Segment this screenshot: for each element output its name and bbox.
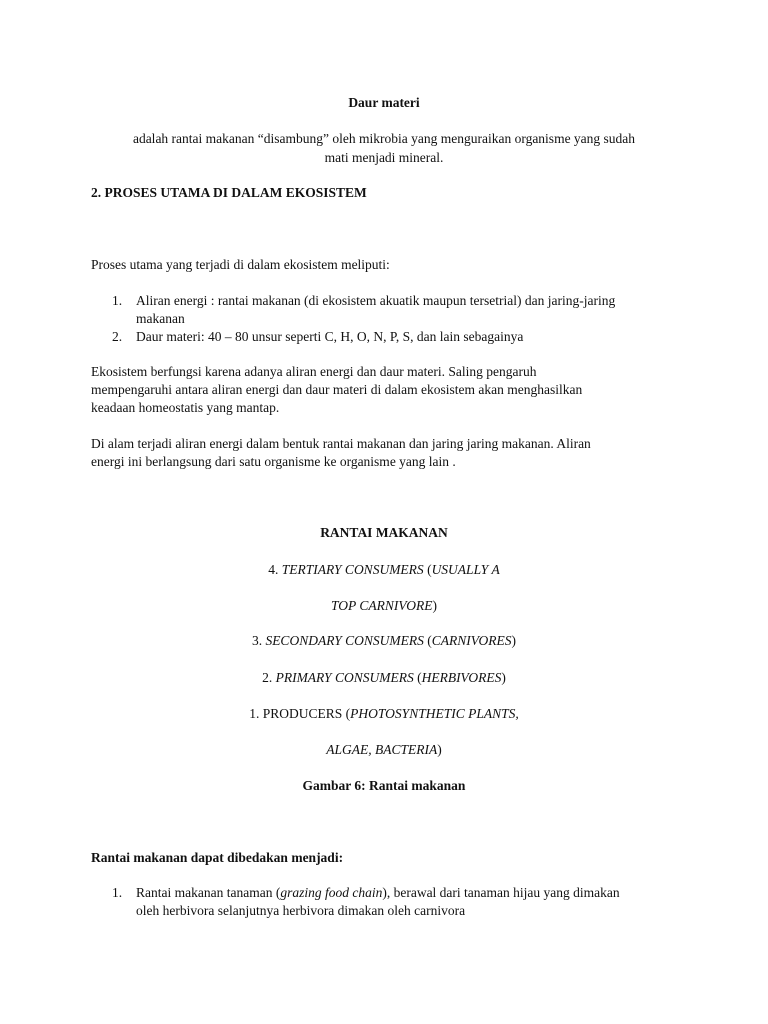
paren: ( [413,670,422,685]
list-number: 2. [112,329,123,344]
paren: ) [511,633,517,648]
paragraph-line: energi ini berlangsung dari satu organisme ke organisme yang lain . [91,454,456,469]
food-chain-level-1-line-2 [0,741,768,759]
list-number: 1. [112,885,123,900]
paren: ) [437,742,442,757]
food-chain-level-1-line-1 [0,705,768,723]
food-chain-level-2 [0,669,768,687]
list-item [91,884,691,920]
paren: ( [423,633,432,648]
level-name: PRIMARY CONSUMERS [275,670,414,685]
section-2-intro: Proses utama yang terjadi di dalam ekosistem meliputi: [91,257,390,272]
list-item [91,328,691,346]
text-run: ), berawal dari tanaman hijau yang dimakan [382,885,620,900]
level-description: ALGAE, BACTERIA [326,742,438,757]
level-number: 3. [251,633,266,648]
list-text-line-1 [136,884,676,902]
level-name: SECONDARY CONSUMERS [265,633,424,648]
paragraph-line: Di alam terjadi aliran energi dalam bentuk rantai makanan dan jaring jaring makanan. Aliran [91,436,591,451]
dibedakan-heading: Rantai makanan dapat dibedakan menjadi: [91,850,344,865]
level-description: CARNIVORES [431,633,512,648]
food-chain-level-4-line-2 [0,597,768,615]
text-run: Rantai makanan tanaman ( [136,885,281,900]
level-number: 2. [262,670,276,685]
level-name: 1. PRODUCERS ( [249,706,351,721]
paragraph-line: mempengaruhi antara aliran energi dan daur materi di dalam ekosistem akan menghasilkan [91,382,583,397]
list-text-line-1: Daur materi: 40 – 80 unsur seperti C, H, O, N, P, S, dan lain sebagainya [136,329,524,344]
list-item [91,292,691,328]
paren: ( [423,562,432,577]
daur-definition-line-1: adalah rantai makanan “disambung” oleh mikrobia yang menguraikan organisme yang sudah [132,131,636,146]
paragraph-line: Ekosistem berfungsi karena adanya aliran energi dan daur materi. Saling pengaruh [91,364,537,379]
level-number: 4. [268,562,282,577]
paren: ) [432,598,437,613]
list-text-line-1: Aliran energi : rantai makanan (di ekosistem akuatik maupun tersetrial) dan jaring-jaring [136,293,616,308]
list-number: 1. [112,293,123,308]
level-description: TOP CARNIVORE [331,598,433,613]
list-text-line-2: makanan [136,311,185,326]
food-chain-level-4-line-1 [0,561,768,579]
level-name: TERTIARY CONSUMERS [281,562,424,577]
list-text-line-2: oleh herbivora selanjutnya herbivora dimakan oleh carnivora [136,903,466,918]
level-description: HERBIVORES [421,670,502,685]
section-2-heading: 2. PROSES UTAMA DI DALAM EKOSISTEM [91,185,367,200]
rantai-makanan-heading: RANTAI MAKANAN [320,525,448,540]
level-description: PHOTOSYNTHETIC PLANTS, [350,706,519,721]
figure-caption: Gambar 6: Rantai makanan [302,778,466,793]
level-description: USUALLY A [431,562,500,577]
daur-materi-title: Daur materi [348,95,420,110]
food-chain-level-3 [0,632,768,650]
paren: ) [501,670,506,685]
term-italic: grazing food chain [280,885,383,900]
paragraph-line: keadaan homeostatis yang mantap. [91,400,280,415]
daur-definition-line-2: mati menjadi mineral. [324,150,444,165]
